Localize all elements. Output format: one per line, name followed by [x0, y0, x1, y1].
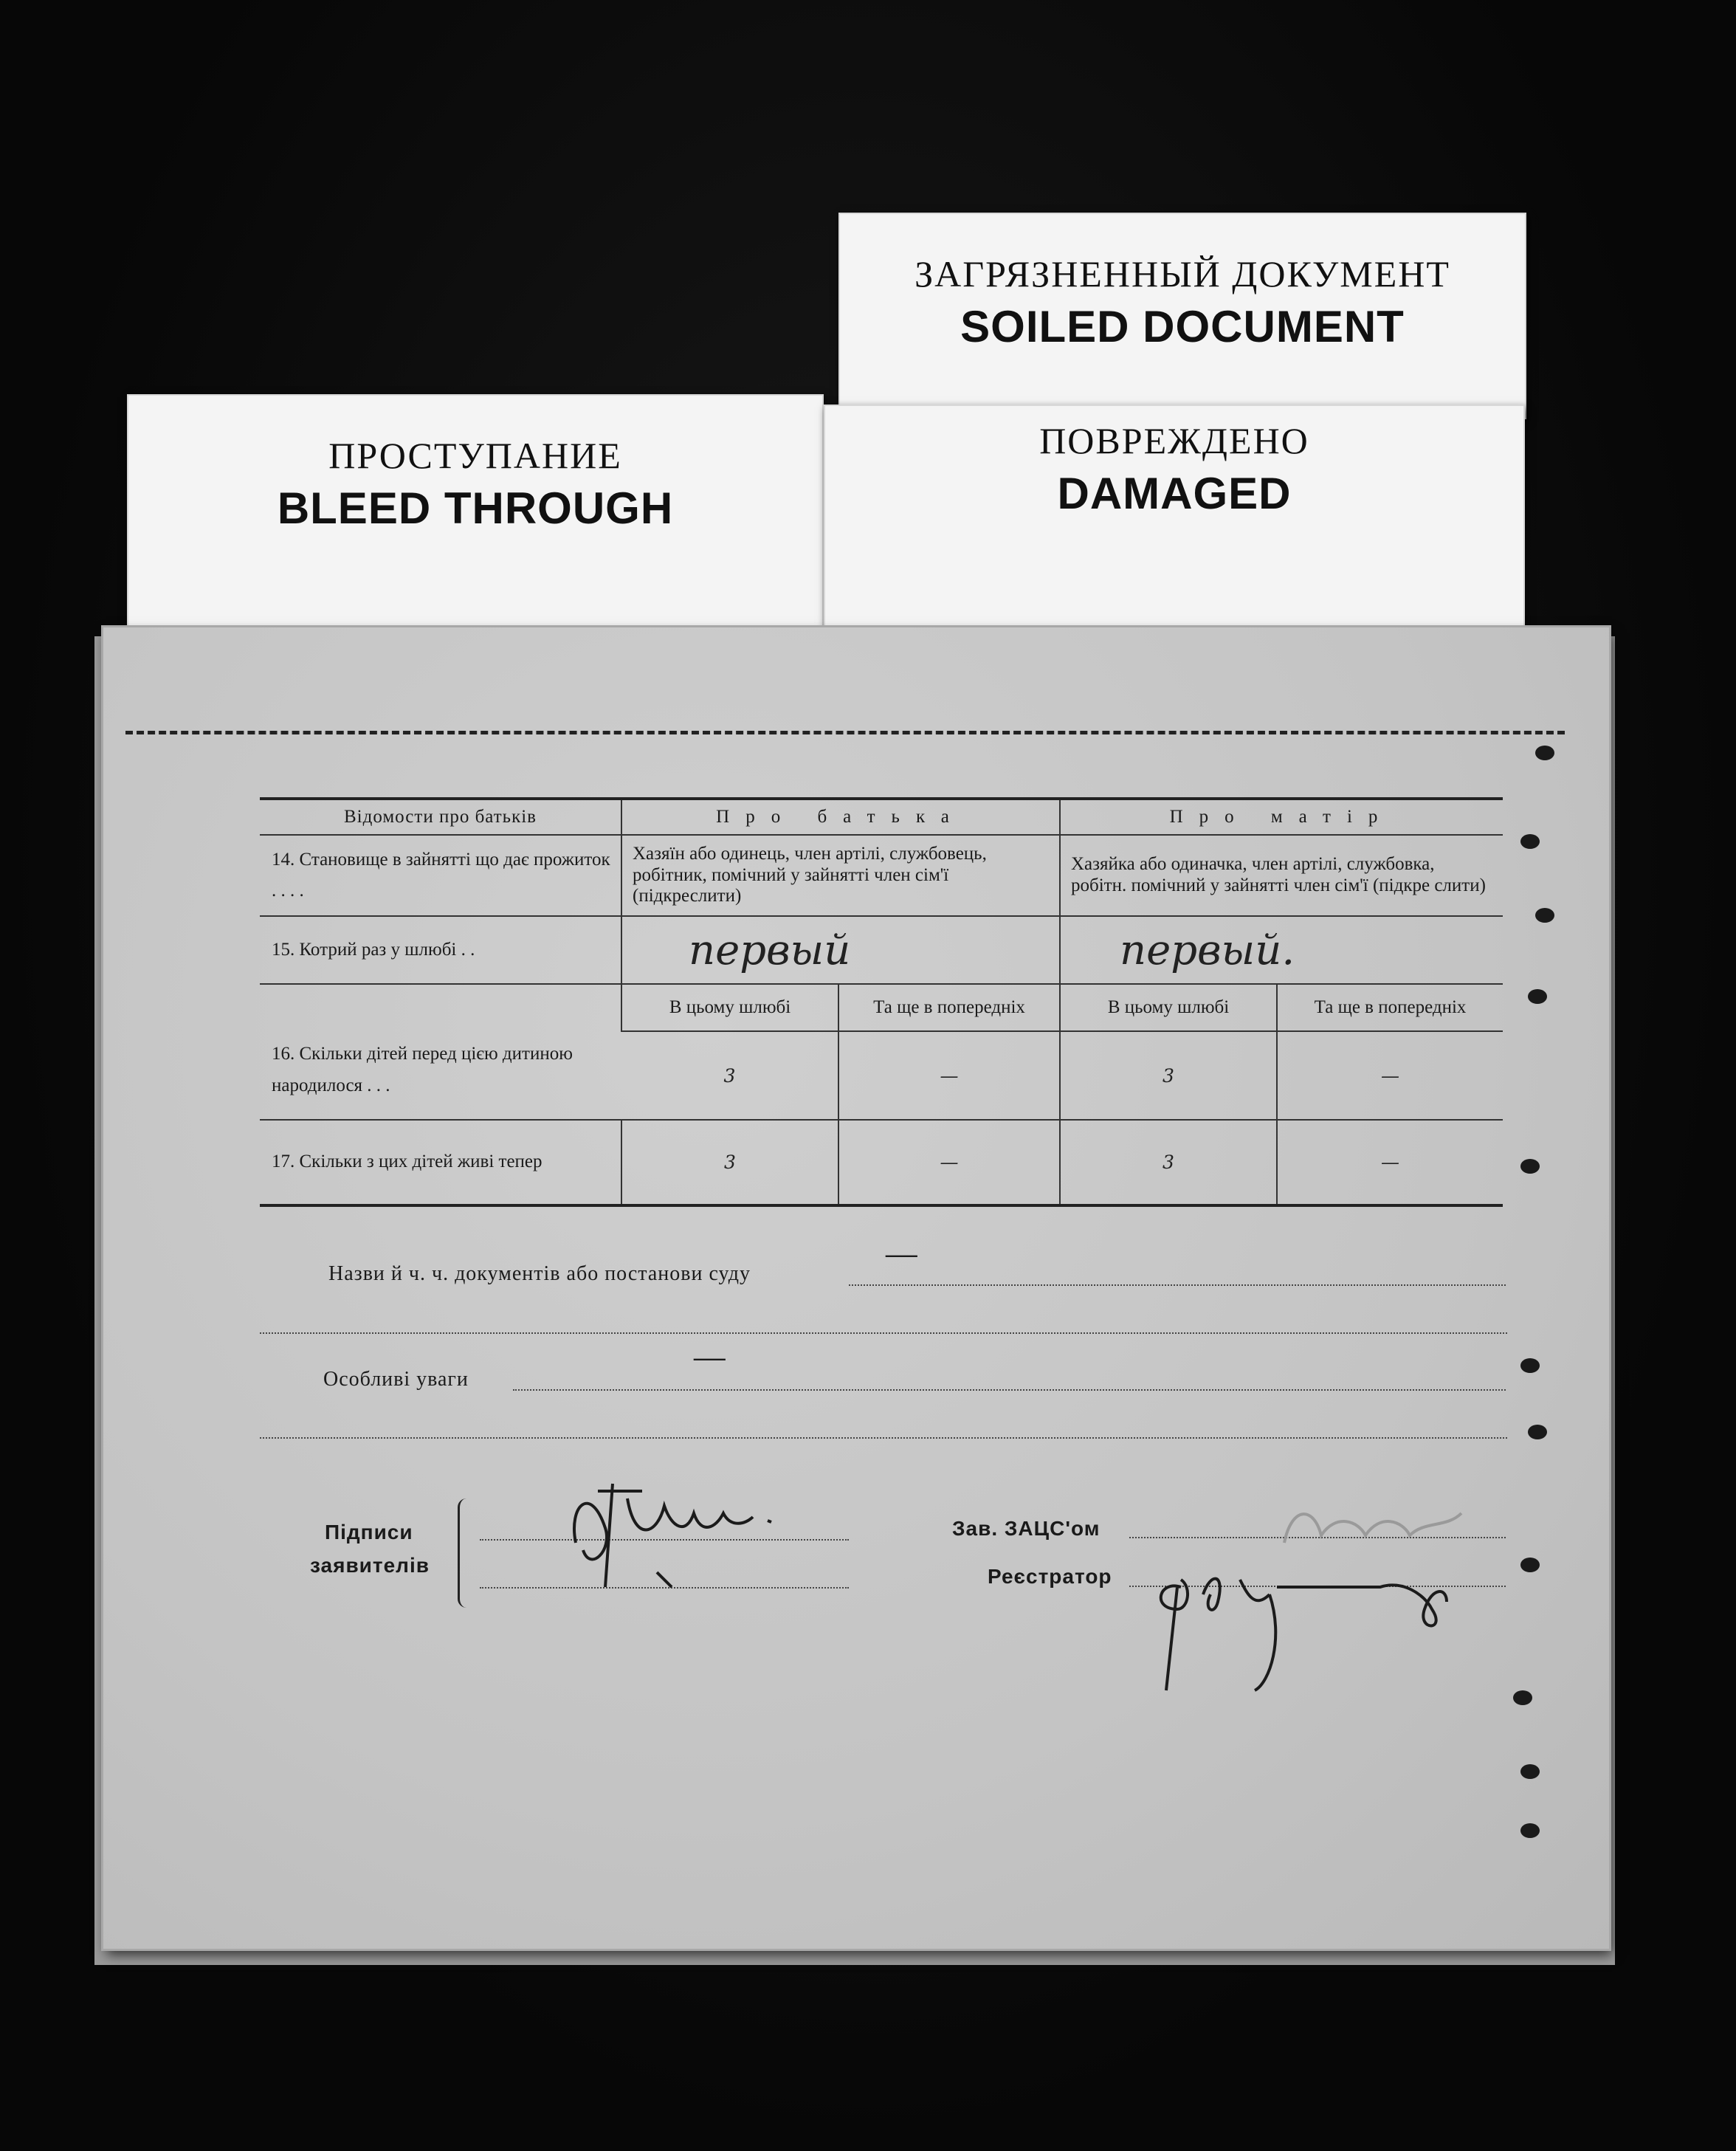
row14-label: 14. Становище в зайнятті що дає прожиток . . . .: [260, 835, 621, 916]
subheader-father-previous: Та ще в попередніх: [838, 984, 1060, 1031]
header-parents-info: Відомости про батьків: [260, 799, 621, 835]
applicants-signatures-label-1: Підписи: [325, 1521, 413, 1543]
documents-line-2: [260, 1332, 1507, 1334]
header-mother: Про матір: [1060, 799, 1503, 835]
remarks-line-1: [513, 1389, 1506, 1391]
binding-holes: [1535, 746, 1580, 1853]
row17-father-current: 3: [621, 1120, 838, 1205]
subheader-mother-previous: Та ще в попередніх: [1277, 984, 1503, 1031]
row17-father-previous: —: [838, 1120, 1060, 1205]
row16-father-previous: —: [838, 1031, 1060, 1120]
registrar-signature: [1137, 1543, 1491, 1705]
row16-label: 16. Скільки дітей перед цією дитиною народилося . . .: [260, 984, 621, 1120]
documents-line-1: [849, 1284, 1506, 1286]
soiled-document-label: [838, 213, 1526, 419]
row17-mother-current: 3: [1060, 1120, 1277, 1205]
parents-info-table: [260, 797, 1503, 1207]
remarks-value: —: [694, 1337, 726, 1376]
row16-mother-current: 3: [1060, 1031, 1277, 1120]
header-father: Про батька: [621, 799, 1060, 835]
damaged-label: [824, 405, 1525, 663]
subheader-father-current: В цьому шлюбі: [621, 984, 838, 1031]
subheader-mother-current: В цьому шлюбі: [1060, 984, 1277, 1031]
remarks-line-2: [260, 1437, 1507, 1439]
remarks-label: Особливі уваги: [323, 1368, 469, 1391]
damaged-label-ru: ПОВРЕЖДЕНО: [1039, 420, 1309, 461]
row17-label: 17. Скільки з цих дітей живі тепер: [260, 1120, 621, 1205]
row14-father-options: Хазяїн або одинець, член артілі, службовець, робітник, помічний у зайнятті член сім'ї (підкреслити): [621, 835, 1060, 916]
row15-label: 15. Котрий раз у шлюбі . .: [260, 916, 621, 984]
documents-value: —: [886, 1233, 918, 1273]
perforation-line: [125, 731, 1565, 734]
registrar-label: Реєстратор: [988, 1565, 1112, 1588]
applicant-signature: [546, 1439, 805, 1609]
row14-mother-options: Хазяйка або одиначка, член артілі, службовка, робітн. помічний у зайнятті член сім'ї (підкре слити): [1060, 835, 1503, 916]
damaged-label-en: DAMAGED: [1057, 469, 1292, 518]
applicants-signatures-label-2: заявителів: [310, 1554, 430, 1577]
signatures-brace: [458, 1498, 472, 1608]
bleed-label-en: BLEED THROUGH: [277, 483, 674, 533]
soiled-label-en: SOILED DOCUMENT: [960, 302, 1405, 351]
soiled-label-ru: ЗАГРЯЗНЕННЫЙ ДОКУМЕНТ: [914, 253, 1450, 295]
row15-father-value: первый: [689, 926, 851, 974]
bleed-label-ru: ПРОСТУПАНИЕ: [328, 435, 622, 476]
row16-father-current: 3: [621, 1031, 838, 1120]
row17-mother-previous: —: [1277, 1120, 1503, 1205]
head-label: Зав. ЗАЦС'ом: [952, 1517, 1100, 1540]
row16-mother-previous: —: [1277, 1031, 1503, 1120]
bleed-through-label: [127, 394, 824, 660]
record-sheet: [103, 627, 1609, 1949]
row15-mother-value: первый.: [1120, 926, 1295, 974]
documents-label: Назви й ч. ч. документів або постанови суду: [328, 1262, 751, 1285]
